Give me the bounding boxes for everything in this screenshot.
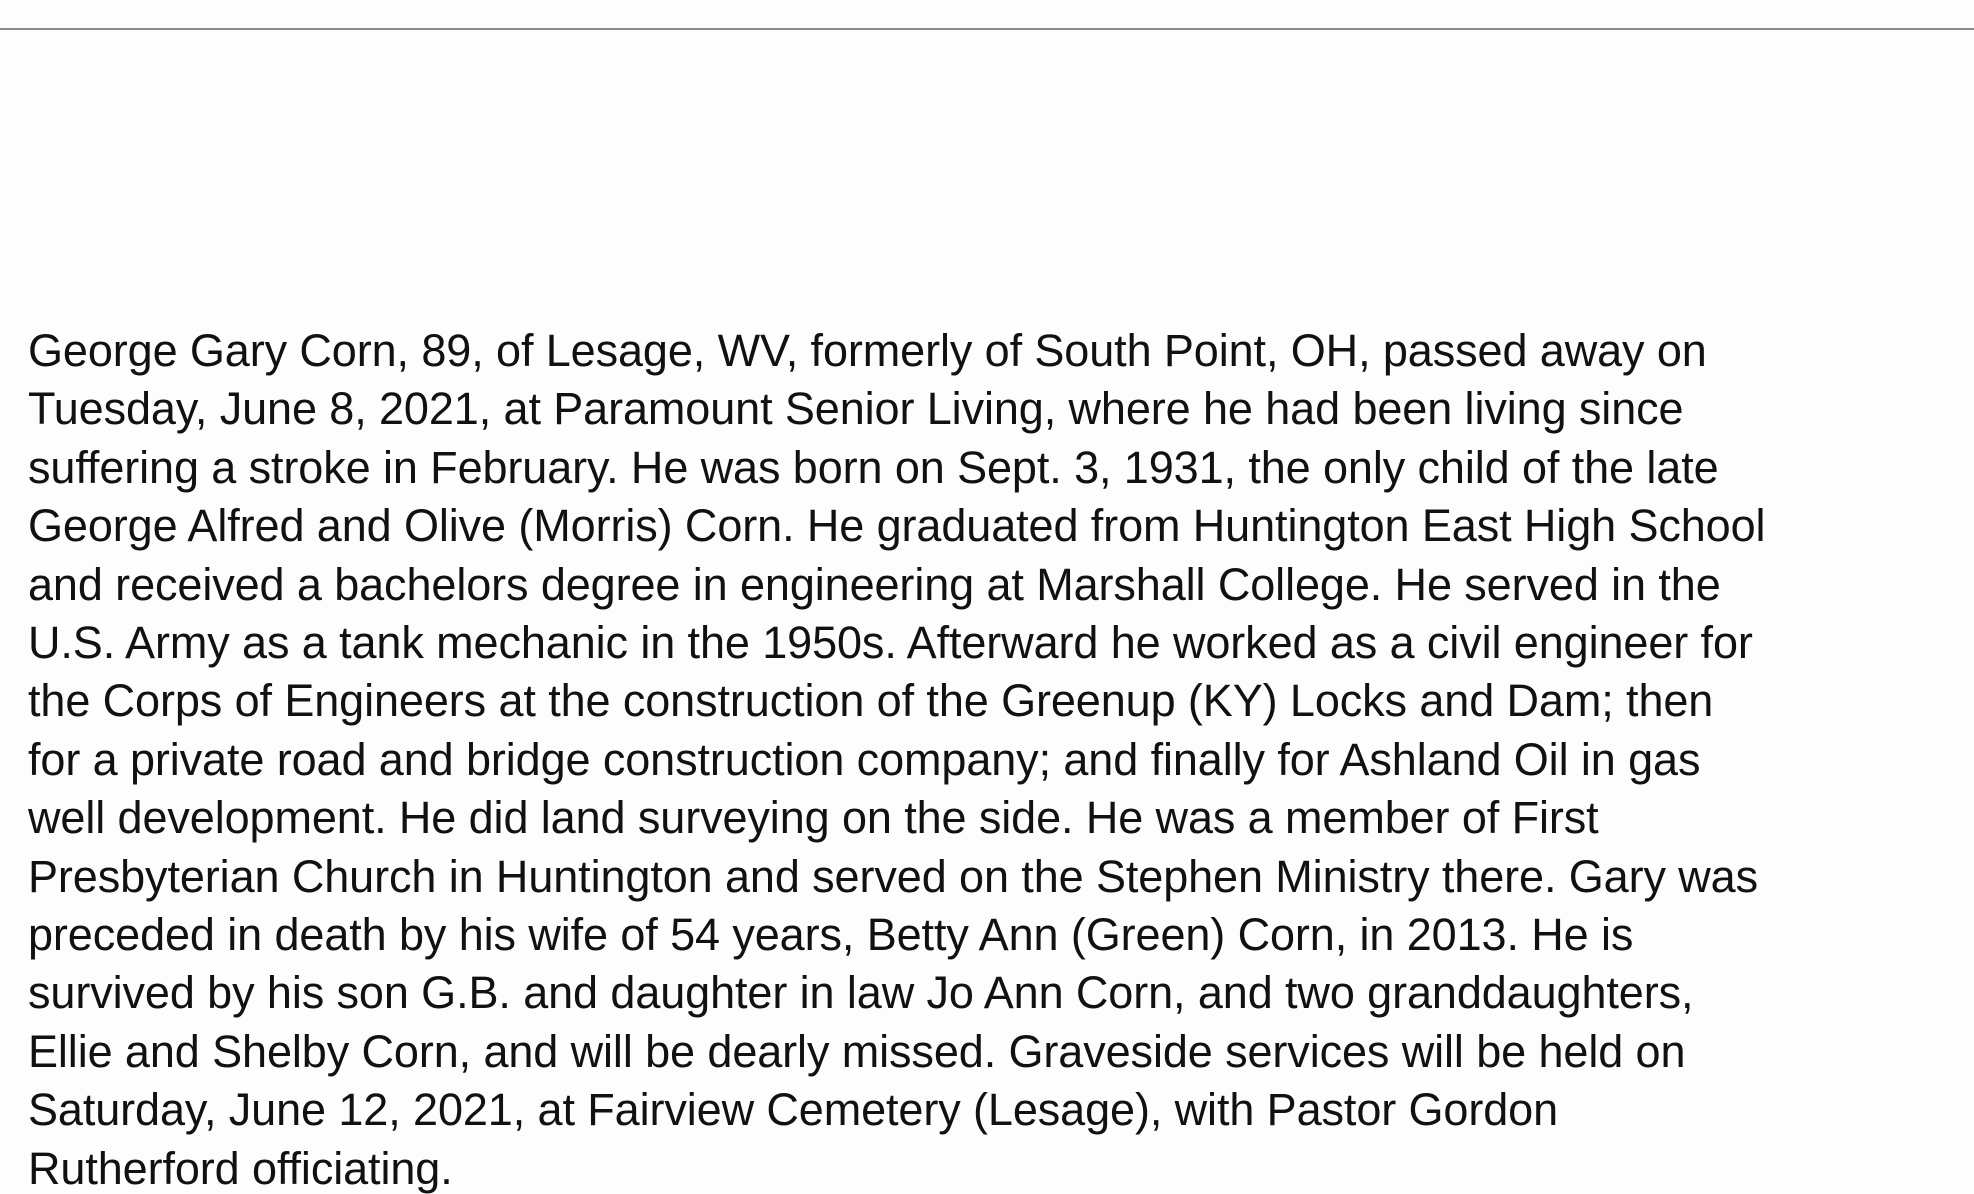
obituary-line: the Corps of Engineers at the construction of the Greenup (KY) Locks and Dam; then <box>28 675 1714 727</box>
obituary-line: well development. He did land surveying on the side. He was a member of First <box>28 792 1599 844</box>
obituary-line: suffering a stroke in February. He was born on Sept. 3, 1931, the only child of the late <box>28 441 1719 493</box>
obituary-line: George Alfred and Olive (Morris) Corn. He graduated from Huntington East High School <box>28 500 1766 552</box>
top-divider-line <box>0 28 1974 30</box>
obituary-line: Ellie and Shelby Corn, and will be dearly missed. Graveside services will be held on <box>28 1025 1686 1077</box>
obituary-line: Saturday, June 12, 2021, at Fairview Cemetery (Lesage), with Pastor Gordon <box>28 1084 1559 1136</box>
obituary-line: Rutherford officiating. <box>28 1142 453 1194</box>
obituary-line: and received a bachelors degree in engineering at Marshall College. He served in the <box>28 558 1721 610</box>
obituary-line: Tuesday, June 8, 2021, at Paramount Senior Living, where he had been living since <box>28 383 1684 435</box>
obituary-line: survived by his son G.B. and daughter in law Jo Ann Corn, and two granddaughters, <box>28 967 1694 1019</box>
obituary-line: preceded in death by his wife of 54 years, Betty Ann (Green) Corn, in 2013. He is <box>28 909 1634 961</box>
obituary-line: U.S. Army as a tank mechanic in the 1950s. Afterward he worked as a civil engineer for <box>28 617 1753 669</box>
obituary-line: George Gary Corn, 89, of Lesage, WV, formerly of South Point, OH, passed away on <box>28 325 1707 376</box>
obituary-text <box>28 322 1974 1194</box>
obituary-line: Presbyterian Church in Huntington and served on the Stephen Ministry there. Gary was <box>28 850 1759 902</box>
obituary-line: for a private road and bridge construction company; and finally for Ashland Oil in gas <box>28 733 1701 785</box>
